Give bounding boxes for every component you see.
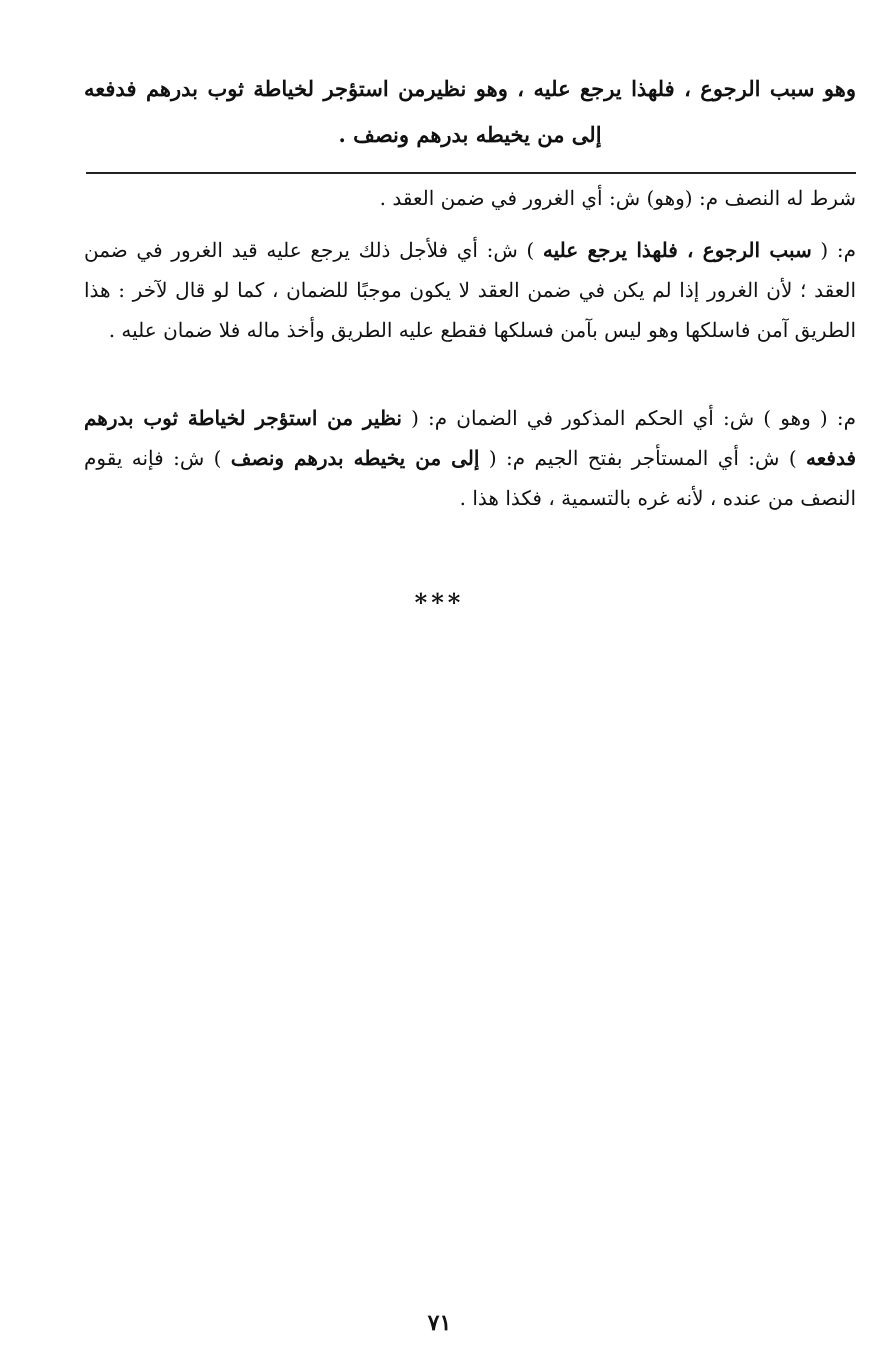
matn-text: وهو سبب الرجوع ، فلهذا يرجع عليه ، وهو نظيرمن استؤجر لخياطة ثوب بدرهم فدفعه إلى من يخيطه بدرهم ونصف . [84,76,856,147]
commentary-text: م: ( وهو ) ش: أي الحكم المذكور في الضمان م: ( [411,406,856,430]
commentary-text: ) ش: فإنه يقوم النصف من عنده ، لأنه غره بالتسمية ، فكذا هذا . [84,446,856,510]
commentary-paragraph-1: شرط له النصف م: (وهو) ش: أي الغرور في ضمن العقد . [379,186,856,210]
matn-quote: نظير من استؤجر لخياطة ثوب بدرهم فدفعه [84,406,857,470]
commentary-text: ) ش: أي المستأجر بفتح الجيم م: ( [488,446,797,470]
commentary-paragraph-3 [84,398,856,518]
commentary-text: ) ش: أي فلأجل ذلك يرجع عليه قيد الغرور في ضمن العقد ؛ لأن الغرور إذا لم يكن في ضمن العقد لا يكون موجبًا للضمان ، كما لو قال لآخر : هذا الطريق آمن فاسلكها وهو ليس بآمن فسلكها فقطع عليه الطريق وأخذ ماله فلا ضمان عليه . [84,238,856,342]
matn-quote: سبب الرجوع ، فلهذا يرجع عليه [542,238,812,262]
commentary-paragraph-2 [84,230,856,350]
section-separator-stars: *** [414,588,465,617]
matn-quote: إلى من يخيطه بدرهم ونصف [230,446,480,470]
page-number: ٧١ [427,1310,452,1336]
quote-marker: م: ( [820,238,856,262]
separator-rule [86,172,856,174]
